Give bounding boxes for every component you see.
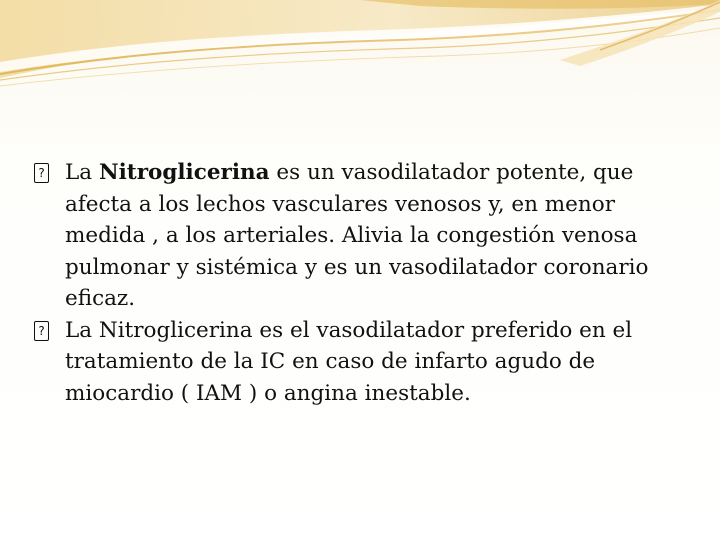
bullet-emphasis-text: Nitroglicerina <box>98 160 270 185</box>
bullet-lead-text: La <box>65 160 99 185</box>
header-swoosh-decoration <box>0 0 720 100</box>
bullet-item <box>34 315 684 410</box>
bullet-list <box>34 157 684 409</box>
bullet-item <box>34 157 684 315</box>
replacement-character-icon <box>34 321 49 341</box>
bullet-rest-text: es un vasodilatador potente, que afecta a los lechos vasculares venosos y, en menor medida , a los arteriales. Alivia la congestión venosa pulmonar y sistémica y es un vasodilatador coronario eficaz. <box>65 160 649 311</box>
bullet-lead-text: La Nitroglicerina es el vasodilatador preferido en el tratamiento de la IC en caso de infarto agudo de miocardio ( IAM ) o angina inestable. <box>65 317 633 406</box>
replacement-character-icon <box>34 163 49 183</box>
